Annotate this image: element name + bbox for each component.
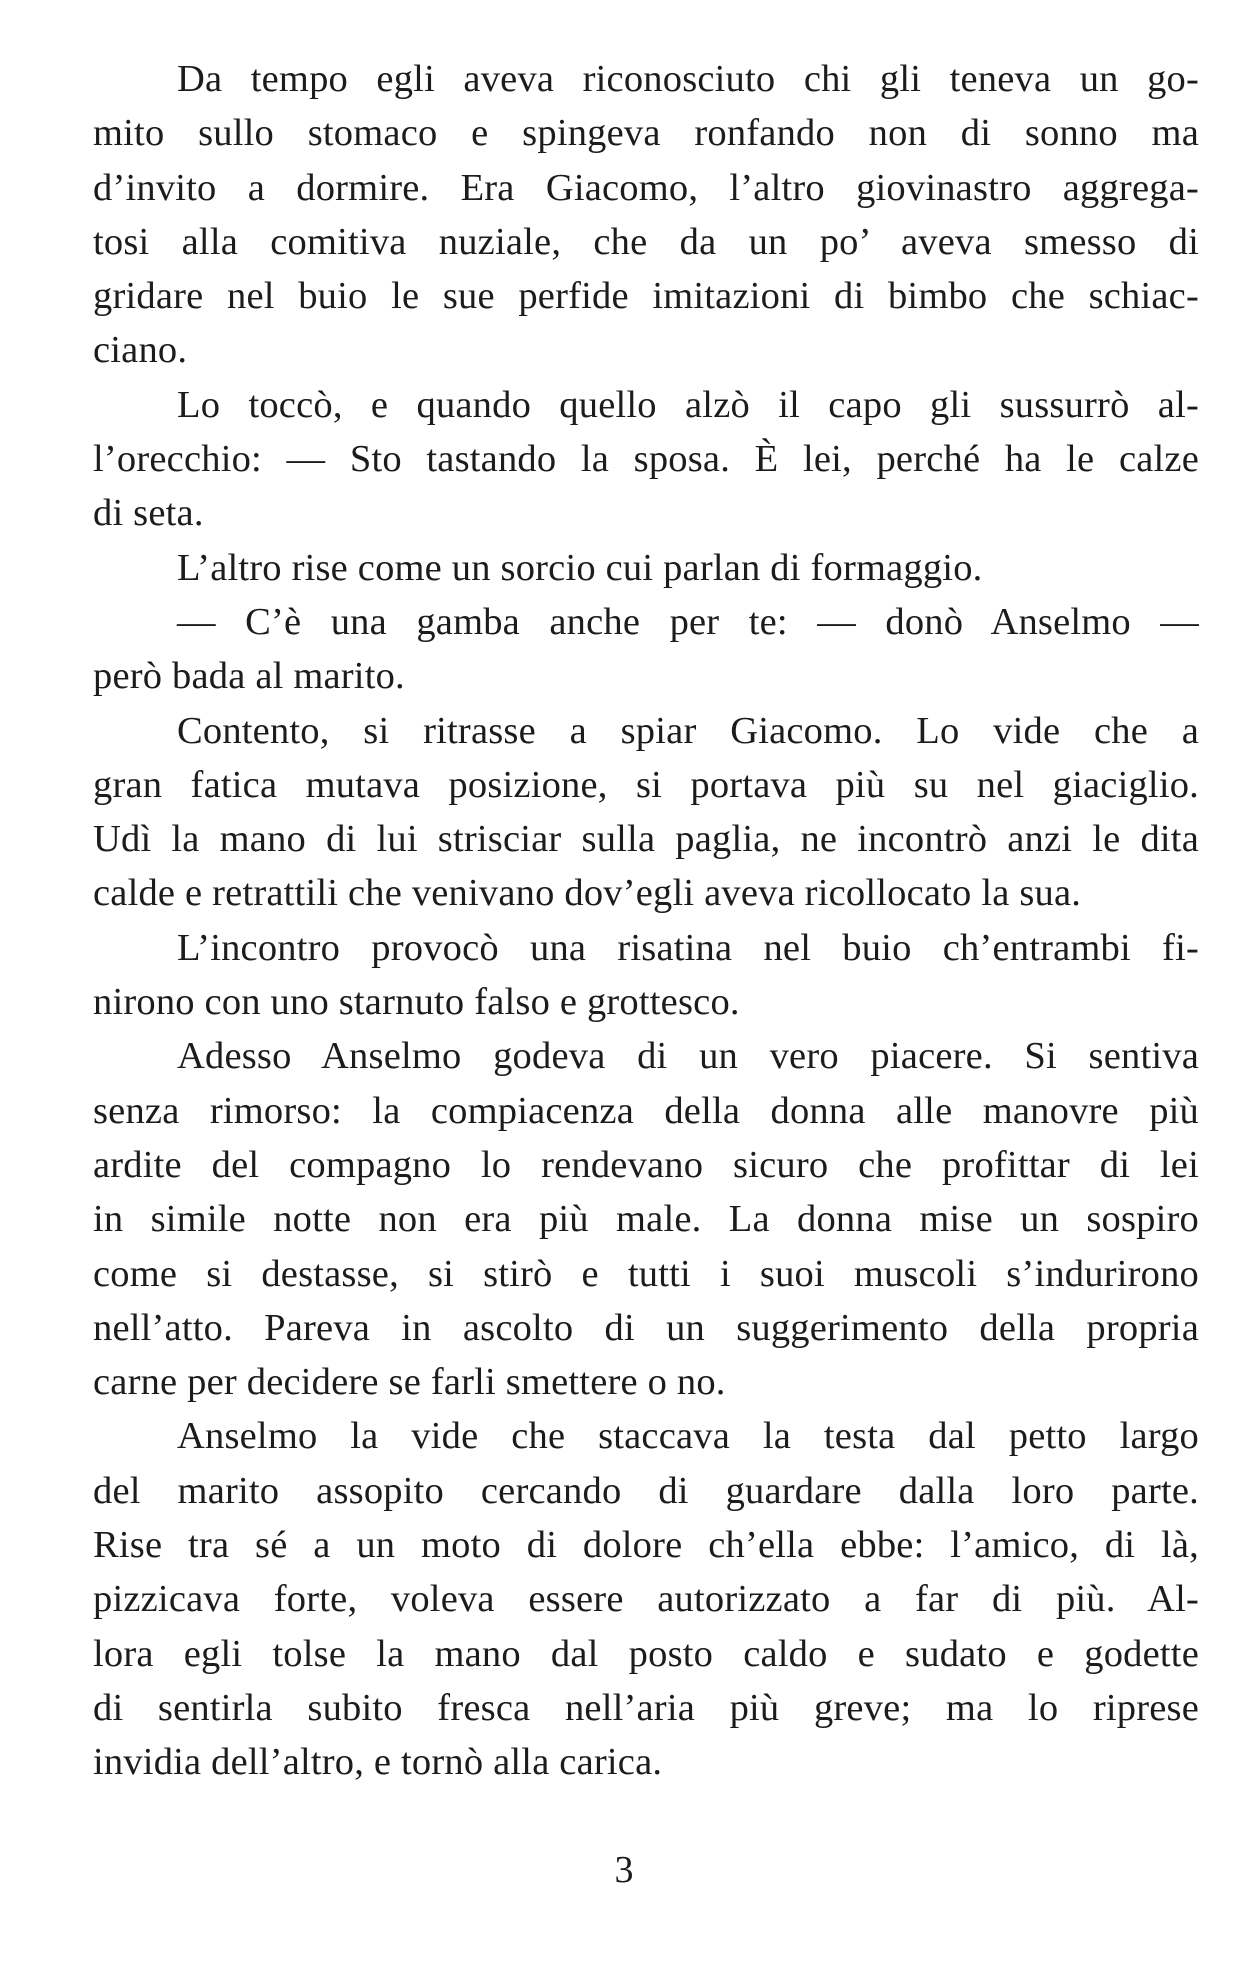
paragraph-1-line: [93, 106, 1199, 160]
text-line: L’incontro provocò una risatina nel buio ch’entrambi fi-: [177, 926, 1199, 969]
text-line: gran fatica mutava posizione, si portava più su nel giaciglio.: [93, 763, 1199, 806]
text-line: l’orecchio: — Sto tastando la sposa. È lei, perché ha le calze: [93, 438, 1199, 481]
text-line: Rise tra sé a un moto di dolore ch’ella ebbe: l’amico, di là,: [93, 1524, 1199, 1567]
paragraph-7-line: [93, 1084, 1199, 1138]
paragraph-4: [93, 595, 1199, 649]
text-line: lora egli tolse la mano dal posto caldo e sudato e godette: [93, 1632, 1199, 1675]
paragraph-7-line: [93, 1301, 1199, 1355]
paragraph-1-line: [93, 323, 1199, 377]
page-number: 3: [614, 1849, 634, 1891]
text-line: gridare nel buio le sue perfide imitazioni di bimbo che schiac-: [93, 275, 1199, 318]
text-line: L’altro rise come un sorcio cui parlan di formaggio.: [177, 546, 983, 589]
paragraph-8-line: [93, 1518, 1199, 1572]
text-line: tosi alla comitiva nuziale, che da un po’ aveva smesso di: [93, 220, 1199, 263]
paragraph-1-line: [93, 269, 1199, 323]
text-line: calde e retrattili che venivano dov’egli aveva ricollocato la sua.: [93, 872, 1082, 915]
text-line: Contento, si ritrasse a spiar Giacomo. Lo vide che a: [177, 709, 1199, 752]
paragraph-8-line: [93, 1464, 1199, 1518]
paragraph-2-line: [93, 432, 1199, 486]
text-line: Lo toccò, e quando quello alzò il capo gli sussurrò al-: [177, 383, 1199, 426]
text-line: senza rimorso: la compiacenza della donna alle manovre più: [93, 1089, 1199, 1132]
text-line: in simile notte non era più male. La donna mise un sospiro: [93, 1198, 1199, 1241]
paragraph-5-line: [93, 758, 1199, 812]
paragraph-2: [93, 378, 1199, 432]
text-line: come si destasse, si stirò e tutti i suoi muscoli s’indurirono: [93, 1252, 1199, 1295]
text-line: nell’atto. Pareva in ascolto di un suggerimento della propria: [93, 1306, 1199, 1349]
paragraph-1: [93, 52, 1199, 106]
text-line: di sentirla subito fresca nell’aria più greve; ma lo riprese: [93, 1686, 1199, 1729]
paragraph-8: [93, 1409, 1199, 1463]
text-line: d’invito a dormire. Era Giacomo, l’altro giovinastro aggrega-: [93, 166, 1199, 209]
text-line: di seta.: [93, 492, 204, 535]
text-line: però bada al marito.: [93, 655, 405, 698]
paragraph-7-line: [93, 1138, 1199, 1192]
paragraph-8-line: [93, 1681, 1199, 1735]
text-line: Da tempo egli aveva riconosciuto chi gli teneva un go-: [177, 58, 1199, 100]
text-line: — C’è una gamba anche per te: — donò Anselmo —: [177, 600, 1199, 643]
paragraph-5-line: [93, 812, 1199, 866]
paragraph-1-line: [93, 161, 1199, 215]
paragraph-7-line: [93, 1355, 1199, 1409]
text-line: ciano.: [93, 329, 188, 372]
text-line: carne per decidere se farli smettere o no.: [93, 1361, 726, 1404]
text-line: nirono con uno starnuto falso e grottesco.: [93, 981, 740, 1024]
paragraph-8-line: [93, 1735, 1199, 1789]
paragraph-2-line: [93, 486, 1199, 540]
paragraph-1-line: [93, 215, 1199, 269]
text-line: Anselmo la vide che staccava la testa dal petto largo: [177, 1415, 1199, 1458]
paragraph-4-line: [93, 649, 1199, 703]
paragraph-3: [93, 541, 1199, 595]
paragraph-7-line: [93, 1192, 1199, 1246]
paragraph-8-line: [93, 1572, 1199, 1626]
text-line: Adesso Anselmo godeva di un vero piacere. Si sentiva: [177, 1035, 1199, 1078]
paragraph-7-line: [93, 1247, 1199, 1301]
paragraph-5-line: [93, 866, 1199, 920]
text-line: pizzicava forte, voleva essere autorizzato a far di più. Al-: [93, 1578, 1199, 1621]
paragraph-6-line: [93, 975, 1199, 1029]
paragraph-8-line: [93, 1627, 1199, 1681]
body-text: [93, 52, 1199, 1790]
text-line: del marito assopito cercando di guardare dalla loro parte.: [93, 1469, 1199, 1512]
paragraph-6: [93, 921, 1199, 975]
text-line: invidia dell’altro, e tornò alla carica.: [93, 1741, 663, 1784]
text-line: ardite del compagno lo rendevano sicuro che profittar di lei: [93, 1143, 1199, 1186]
paragraph-7: [93, 1029, 1199, 1083]
text-line: mito sullo stomaco e spingeva ronfando non di sonno ma: [93, 112, 1199, 155]
text-line: Udì la mano di lui strisciar sulla paglia, ne incontrò anzi le dita: [93, 818, 1199, 861]
paragraph-5: [93, 704, 1199, 758]
